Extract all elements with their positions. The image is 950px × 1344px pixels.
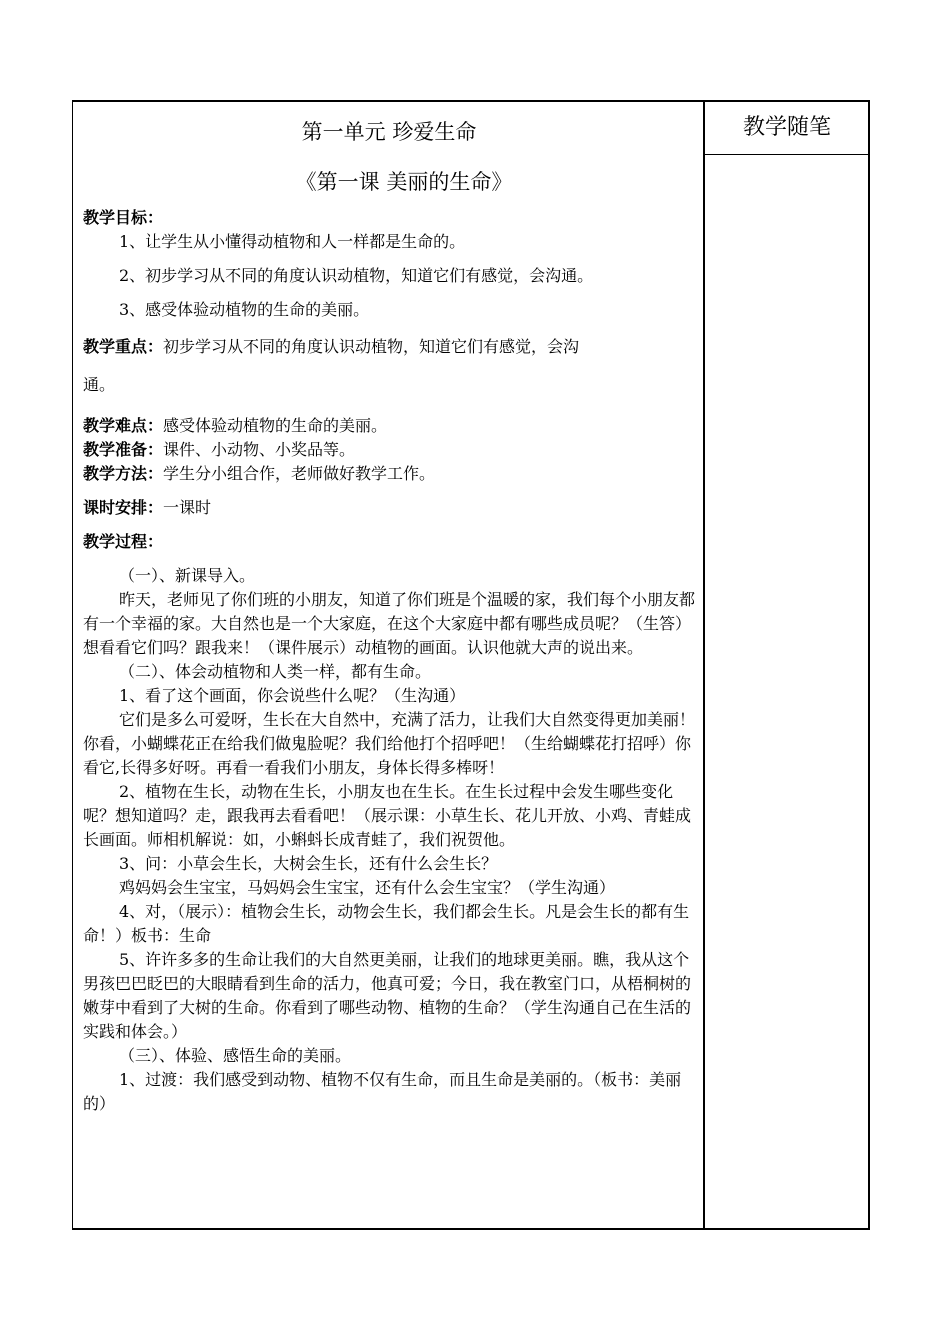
focus-row	[83, 328, 695, 404]
process-paragraph: （三）、体验、感悟生命的美丽。	[119, 1046, 352, 1065]
prep-row	[83, 438, 695, 462]
lesson-content-cell	[73, 102, 705, 1228]
method-label: 教学方法：	[83, 464, 164, 483]
lesson-table	[72, 100, 870, 1230]
process-paragraph: 4、对，（展示）：植物会生长，动物会生长，我们都会生长。凡是会生长的都有生命！）板书：生命	[83, 902, 690, 945]
focus-text-cont: 通。	[83, 375, 116, 394]
difficulty-text: 感受体验动植物的生命的美丽。	[163, 416, 388, 435]
teaching-notes-column	[705, 102, 869, 1228]
process-paragraph: 1、过渡：我们感受到动物、植物不仅有生命，而且生命是美丽的。（板书：美丽的）	[83, 1070, 682, 1113]
process-paragraph: （二）、体会动植物和人类一样，都有生命。	[119, 662, 432, 681]
process-paragraph: 1、看了这个画面，你会说些什么呢？（生沟通）	[119, 686, 466, 705]
process-paragraph: 3、问：小草会生长，大树会生长，还有什么会生长？	[119, 854, 498, 873]
schedule-row	[83, 496, 695, 520]
teaching-notes-title: 教学随笔	[705, 102, 869, 155]
unit-title: 第一单元 珍爱生命	[301, 120, 477, 144]
goals-label: 教学目标：	[83, 208, 164, 227]
process-paragraph: 它们是多么可爱呀，生长在大自然中，充满了活力，让我们大自然变得更加美丽！你看，小蝴蝶花正在给我们做鬼脸呢？我们给他打个招呼吧！（生给蝴蝶花打招呼）你看它,长得多好呀。再看一看我们小朋友，身体长得多棒呀！	[83, 710, 696, 777]
process-steps	[83, 564, 695, 1116]
process-paragraph: 鸡妈妈会生宝宝，马妈妈会生宝宝，还有什么会生宝宝？（学生沟通）	[119, 878, 616, 897]
process-paragraph: 2、植物在生长，动物在生长，小朋友也在生长。在生长过程中会发生哪些变化呢？想知道吗？走，跟我再去看看吧！（展示课：小草生长、花儿开放、小鸡、青蛙成长画面。师相机解说：如，小蝌蚪长成青蛙了，我们祝贺他。	[83, 782, 692, 849]
schedule-text: 一课时	[163, 498, 212, 517]
schedule-label: 课时安排：	[83, 498, 164, 517]
difficulty-row	[83, 414, 695, 438]
method-text: 学生分小组合作，老师做好教学工作。	[163, 464, 436, 483]
goal-item: 3、感受体验动植物的生命的美丽。	[119, 300, 370, 319]
process-paragraph: 昨天，老师见了你们班的小朋友，知道了你们班是个温暖的家，我们每个小朋友都有一个幸福的家。大自然也是一个大家庭，在这个大家庭中都有哪些成员呢？（生答）想看看它们吗？跟我来！（课件展示）动植物的画面。认识他就大声的说出来。	[83, 590, 696, 657]
lesson-body	[83, 206, 695, 1116]
process-paragraph: 5、许许多多的生命让我们的大自然更美丽，让我们的地球更美丽。瞧，我从这个男孩巴巴眨巴的大眼睛看到生命的活力，他真可爱；今日，我在教室门口，从梧桐树的嫩芽中看到了大树的生命。你看到了哪些动物、植物的生命？（学生沟通自己在生活的实践和体会。）	[83, 950, 692, 1041]
focus-label: 教学重点：	[83, 337, 164, 356]
goal-item: 1、让学生从小懂得动植物和人一样都是生命的。	[119, 232, 466, 251]
prep-text: 课件、小动物、小奖品等。	[163, 440, 356, 459]
lesson-title: 《第一课 美丽的生命》	[295, 170, 513, 194]
focus-text: 初步学习从不同的角度认识动植物，知道它们有感觉，会沟	[163, 337, 580, 356]
goal-item: 2、初步学习从不同的角度认识动植物，知道它们有感觉，会沟通。	[119, 266, 594, 285]
process-label: 教学过程：	[83, 532, 164, 551]
process-paragraph: （一）、新课导入。	[119, 566, 256, 585]
difficulty-label: 教学难点：	[83, 416, 164, 435]
method-row	[83, 462, 695, 486]
prep-label: 教学准备：	[83, 440, 164, 459]
